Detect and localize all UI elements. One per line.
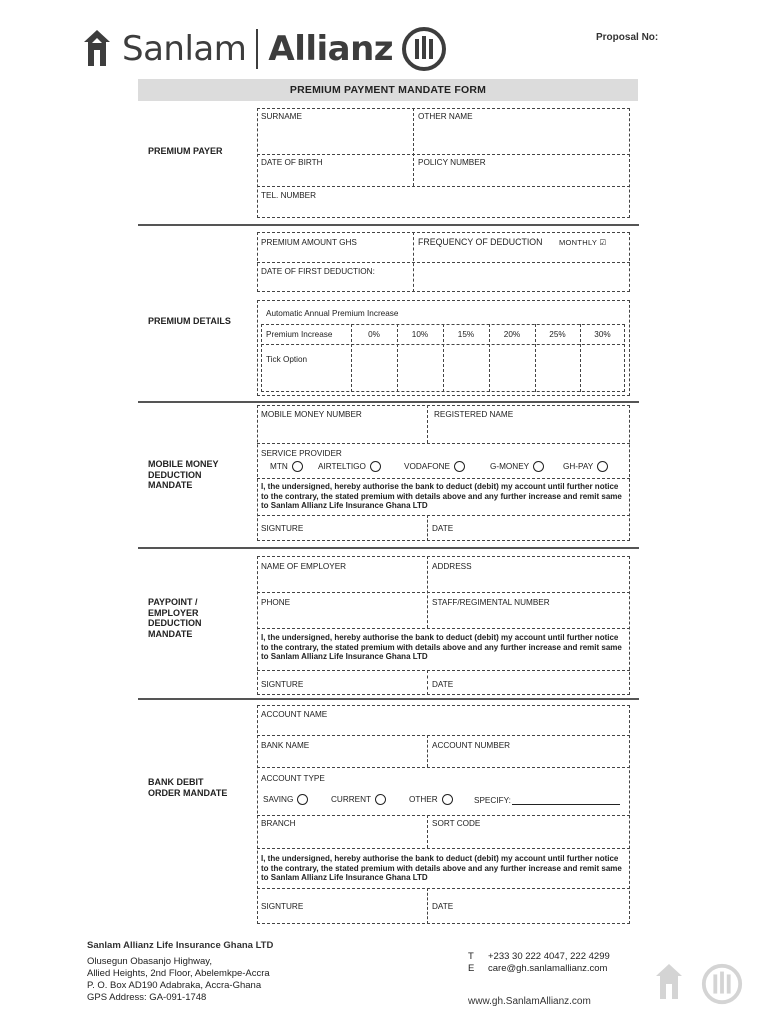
brand-allianz: Allianz <box>268 29 394 69</box>
employer-name-field[interactable]: NAME OF EMPLOYER <box>261 562 347 571</box>
account-type-saving[interactable]: SAVING <box>263 794 308 805</box>
footer-email-prefix: E <box>468 963 475 974</box>
footer-address-line-2: Allied Heights, 2nd Floor, Abelemkpe-Accra <box>87 968 270 979</box>
paypoint-authorisation: I, the undersigned, hereby authorise the bank to deduct (debit) my account until further notice to the contrary, the stated premium with details above and any further increase and remit same to Sanlam Allianz Life Insurance Ghana LTD <box>261 633 622 661</box>
section-premium-details: PREMIUM DETAILS <box>148 316 231 326</box>
provider-mtn[interactable]: MTN <box>270 461 303 472</box>
bank-debit-authorisation: I, the undersigned, hereby authorise the bank to deduct (debit) my account until further notice to the contrary, the stated premium with details above and any further increase and remit same to Sanlam Allianz Life Insurance Ghana LTD <box>261 854 622 882</box>
specify-label: SPECIFY: <box>474 796 511 805</box>
allianz-eagle-icon <box>401 26 447 72</box>
brand-divider <box>256 29 258 69</box>
footer-tel: +233 30 222 4047, 222 4299 <box>488 951 610 962</box>
radio-icon <box>533 461 544 472</box>
footer-email[interactable]: care@gh.sanlamallianz.com <box>488 963 608 974</box>
footer-address-line-3: P. O. Box AD190 Adabraka, Accra-Ghana <box>87 980 262 991</box>
branch-field[interactable]: BRANCH <box>261 819 296 828</box>
footer-sanlam-watermark-icon <box>652 962 686 1002</box>
date-of-birth-field[interactable]: DATE OF BIRTH <box>261 158 323 167</box>
paypoint-signature-field[interactable]: SIGNTURE <box>261 680 304 689</box>
section-divider <box>138 698 639 700</box>
bank-debit-date-field[interactable]: DATE <box>432 902 454 911</box>
footer-address-line-4: GPS Address: GA-091-1748 <box>87 992 207 1003</box>
service-provider-label: SERVICE PROVIDER <box>261 449 342 458</box>
radio-icon <box>442 794 453 805</box>
bank-name-field[interactable]: BANK NAME <box>261 741 310 750</box>
account-name-field[interactable]: ACCOUNT NAME <box>261 710 328 719</box>
paypoint-box <box>257 556 630 695</box>
provider-airteltigo[interactable]: AIRTELTIGO <box>318 461 381 472</box>
radio-icon <box>292 461 303 472</box>
radio-icon <box>370 461 381 472</box>
surname-field[interactable]: SURNAME <box>261 112 302 121</box>
proposal-number-label: Proposal No: <box>596 32 659 43</box>
tick-option-label: Tick Option <box>266 355 308 364</box>
account-number-field[interactable]: ACCOUNT NUMBER <box>432 741 511 750</box>
mobile-money-number-field[interactable]: MOBILE MONEY NUMBER <box>261 410 362 419</box>
policy-number-field[interactable]: POLICY NUMBER <box>418 158 486 167</box>
employer-phone-field[interactable]: PHONE <box>261 598 291 607</box>
radio-icon <box>597 461 608 472</box>
section-divider <box>138 401 639 403</box>
mobile-money-signature-field[interactable]: SIGNTURE <box>261 524 304 533</box>
brand-sanlam: Sanlam <box>122 29 247 69</box>
specify-line[interactable] <box>512 804 620 805</box>
mobile-money-date-field[interactable]: DATE <box>432 524 454 533</box>
provider-gh-pay[interactable]: GH-PAY <box>563 461 608 472</box>
bank-debit-signature-field[interactable]: SIGNTURE <box>261 902 304 911</box>
footer-website[interactable]: www.gh.SanlamAllianz.com <box>468 996 591 1007</box>
provider-g-money[interactable]: G-MONEY <box>490 461 544 472</box>
paypoint-date-field[interactable]: DATE <box>432 680 454 689</box>
other-name-field[interactable]: OTHER NAME <box>418 112 473 121</box>
employer-address-field[interactable]: ADDRESS <box>432 562 472 571</box>
form-title: PREMIUM PAYMENT MANDATE FORM <box>138 79 638 101</box>
tick-cell-10[interactable] <box>398 345 443 391</box>
pct-0: 0% <box>368 330 380 339</box>
footer-tel-prefix: T <box>468 951 474 962</box>
premium-amount-field[interactable]: PREMIUM AMOUNT GHS <box>261 238 357 247</box>
premium-increase-header: Premium Increase <box>266 330 333 339</box>
registered-name-field[interactable]: REGISTERED NAME <box>434 410 514 419</box>
pct-15: 15% <box>457 330 475 339</box>
tick-cell-25[interactable] <box>536 345 580 391</box>
radio-icon <box>297 794 308 805</box>
annual-increase-label: Automatic Annual Premium Increase <box>266 309 399 318</box>
section-divider <box>138 547 639 549</box>
section-divider <box>138 224 639 226</box>
pct-20: 20% <box>503 330 521 339</box>
section-mobile-money: MOBILE MONEY DEDUCTION MANDATE <box>148 459 219 490</box>
tick-cell-0[interactable] <box>352 345 397 391</box>
frequency-monthly-checkbox[interactable]: MONTHLY ☑ <box>559 238 607 247</box>
provider-vodafone[interactable]: VODAFONE <box>404 461 465 472</box>
mobile-money-authorisation: I, the undersigned, hereby authorise the bank to deduct (debit) my account until further notice to the contrary, the stated premium with details above and any further increase and remit same to Sanlam Allianz Life Insurance Ghana LTD <box>261 482 622 510</box>
account-type-other[interactable]: OTHER <box>409 794 453 805</box>
staff-number-field[interactable]: STAFF/REGIMENTAL NUMBER <box>432 598 550 607</box>
mobile-money-box <box>257 405 630 541</box>
brand-logo <box>80 26 447 72</box>
tick-cell-15[interactable] <box>444 345 489 391</box>
section-bank-debit: BANK DEBIT ORDER MANDATE <box>148 777 228 798</box>
account-type-current[interactable]: CURRENT <box>331 794 386 805</box>
tel-number-field[interactable]: TEL. NUMBER <box>261 191 317 200</box>
section-paypoint: PAYPOINT / EMPLOYER DEDUCTION MANDATE <box>148 597 202 639</box>
account-type-label: ACCOUNT TYPE <box>261 774 325 783</box>
footer-company-name: Sanlam Allianz Life Insurance Ghana LTD <box>87 940 274 951</box>
first-deduction-field[interactable]: DATE OF FIRST DEDUCTION: <box>261 267 375 276</box>
pct-30: 30% <box>594 330 611 339</box>
pct-10: 10% <box>411 330 429 339</box>
sort-code-field[interactable]: SORT CODE <box>432 819 481 828</box>
tick-cell-20[interactable] <box>490 345 535 391</box>
radio-icon <box>454 461 465 472</box>
footer-address-line-1: Olusegun Obasanjo Highway, <box>87 956 212 967</box>
pct-25: 25% <box>549 330 566 339</box>
section-premium-payer: PREMIUM PAYER <box>148 146 223 156</box>
sanlam-shield-icon <box>80 28 114 70</box>
frequency-label: FREQUENCY OF DEDUCTION <box>418 237 543 247</box>
tick-cell-30[interactable] <box>581 345 625 391</box>
footer-allianz-watermark-icon <box>700 962 744 1006</box>
radio-icon <box>375 794 386 805</box>
